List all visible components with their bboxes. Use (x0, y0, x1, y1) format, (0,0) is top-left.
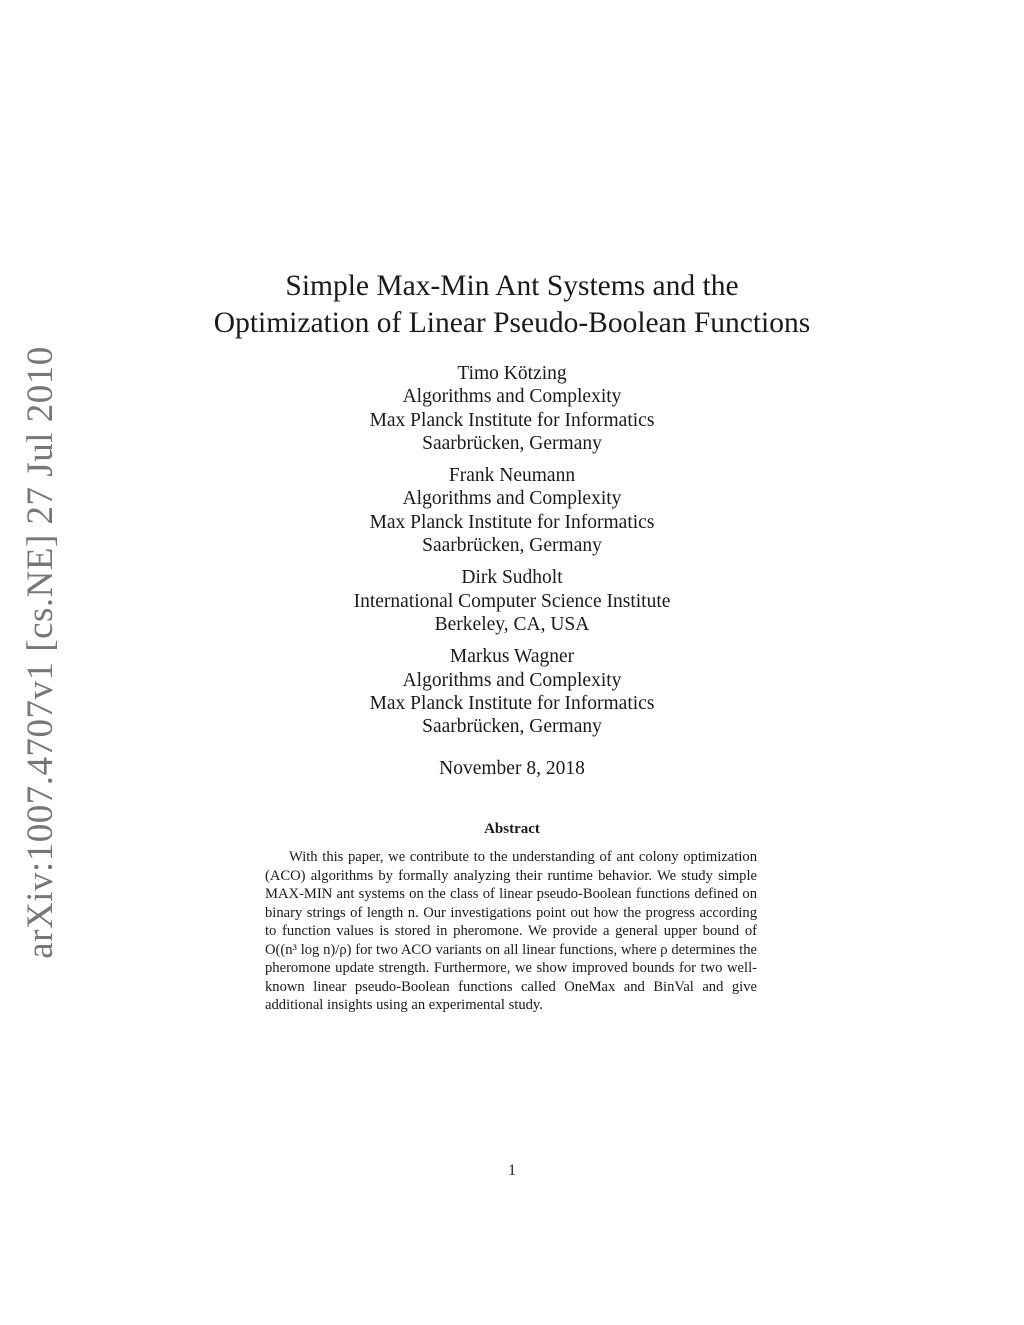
abstract-heading: Abstract (484, 821, 540, 837)
author-list (0, 362, 1024, 747)
author-name: Markus Wagner (449, 646, 575, 668)
author-block (0, 362, 1024, 455)
title-line-2: Optimization of Linear Pseudo-Boolean Functions (213, 307, 811, 339)
author-name: Timo Kötzing (457, 363, 567, 384)
author-name: Frank Neumann (448, 465, 576, 487)
author-affiliation: Berkeley, CA, USA (434, 613, 590, 635)
author-affiliation: Algorithms and Complexity (402, 669, 622, 691)
author-block (0, 645, 1024, 738)
author-affiliation: Saarbrücken, Germany (422, 432, 602, 454)
author-affiliation: Saarbrücken, Germany (422, 535, 602, 557)
author-name: Dirk Sudholt (461, 567, 563, 589)
author-affiliation: International Computer Science Institute (353, 590, 671, 612)
publication-date: November 8, 2018 (439, 758, 585, 779)
author-block (0, 464, 1024, 557)
page-number: 1 (508, 1162, 516, 1179)
author-affiliation: Max Planck Institute for Informatics (369, 692, 655, 714)
title-line-1: Simple Max-Min Ant Systems and the (285, 270, 739, 302)
author-affiliation: Algorithms and Complexity (402, 386, 622, 408)
author-affiliation: Algorithms and Complexity (402, 488, 622, 510)
arxiv-identifier: arXiv:1007.4707v1 [cs.NE] 27 Jul 2010 (19, 346, 61, 959)
abstract-text: With this paper, we contribute to the understanding of ant colony optimization (ACO) algorithms by formally analyzing their runtime behavior. We study simple MAX-MIN ant systems on the class of linear pseudo-Boolean functions defined on binary strings of length n. Our investigations point out how the progress according to function values is stored in pheromone. We provide a general upper bound of O((n³ log n)/ρ) for two ACO variants on all linear functions, where ρ determines the pheromone update strength. Furthermore, we show improved bounds for two well-known linear pseudo-Boolean functions called OneMax and BinVal and give additional insights using an experimental study. (265, 849, 757, 1013)
paper-title (0, 268, 1024, 342)
author-affiliation: Max Planck Institute for Informatics (369, 409, 655, 431)
author-affiliation: Max Planck Institute for Informatics (369, 511, 655, 533)
author-block (0, 566, 1024, 636)
author-affiliation: Saarbrücken, Germany (422, 716, 602, 738)
